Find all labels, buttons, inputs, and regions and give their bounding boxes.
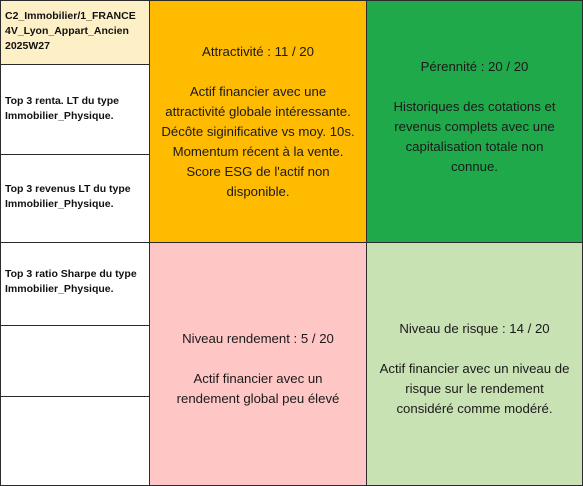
asset-week: 2025W27 [5,40,50,52]
perennite-panel [366,0,583,243]
top-sharpe-line1: Top 3 ratio Sharpe du type [5,268,137,280]
attractivite-panel [149,0,367,243]
asset-name: 4V_Lyon_Appart_Ancien [5,25,129,37]
risque-description: Actif financier avec un niveau de risque sur le rendement considéré comme modéré. [379,361,570,416]
risque-title: Niveau de risque : 14 / 20 [399,321,550,336]
top-revenus-line2: Immobilier_Physique. [5,198,114,210]
risque-panel [366,242,583,486]
attractivite-title: Attractivité : 11 / 20 [202,43,314,59]
rendement-panel [149,242,367,486]
top-revenus-line1: Top 3 revenus LT du type [5,183,131,195]
top-revenus-cell [0,154,150,243]
rendement-title: Niveau rendement : 5 / 20 [182,331,334,346]
top-renta-line1: Top 3 renta. LT du type [5,95,119,107]
asset-header [0,0,150,65]
empty-cell-2 [0,396,150,486]
rendement-description: Actif financier avec un rendement global peu élevé [176,371,340,406]
perennite-title: Pérennité : 20 / 20 [420,58,529,74]
top-renta-cell [0,64,150,155]
asset-path: C2_Immobilier/1_FRANCE [5,10,136,22]
empty-cell-1 [0,325,150,397]
top-renta-line2: Immobilier_Physique. [5,110,114,122]
attractivite-description: Actif financier avec une attractivité globale intéressante. Décôte siginificative vs moy. 10s. Momentum récent à la vente. Score ESG de l'actif non disponible. [161,83,355,199]
perennite-description: Historiques des cotations et revenus complets avec une capitalisation totale non connue. [393,98,556,174]
top-sharpe-cell [0,242,150,326]
top-sharpe-line2: Immobilier_Physique. [5,283,114,295]
